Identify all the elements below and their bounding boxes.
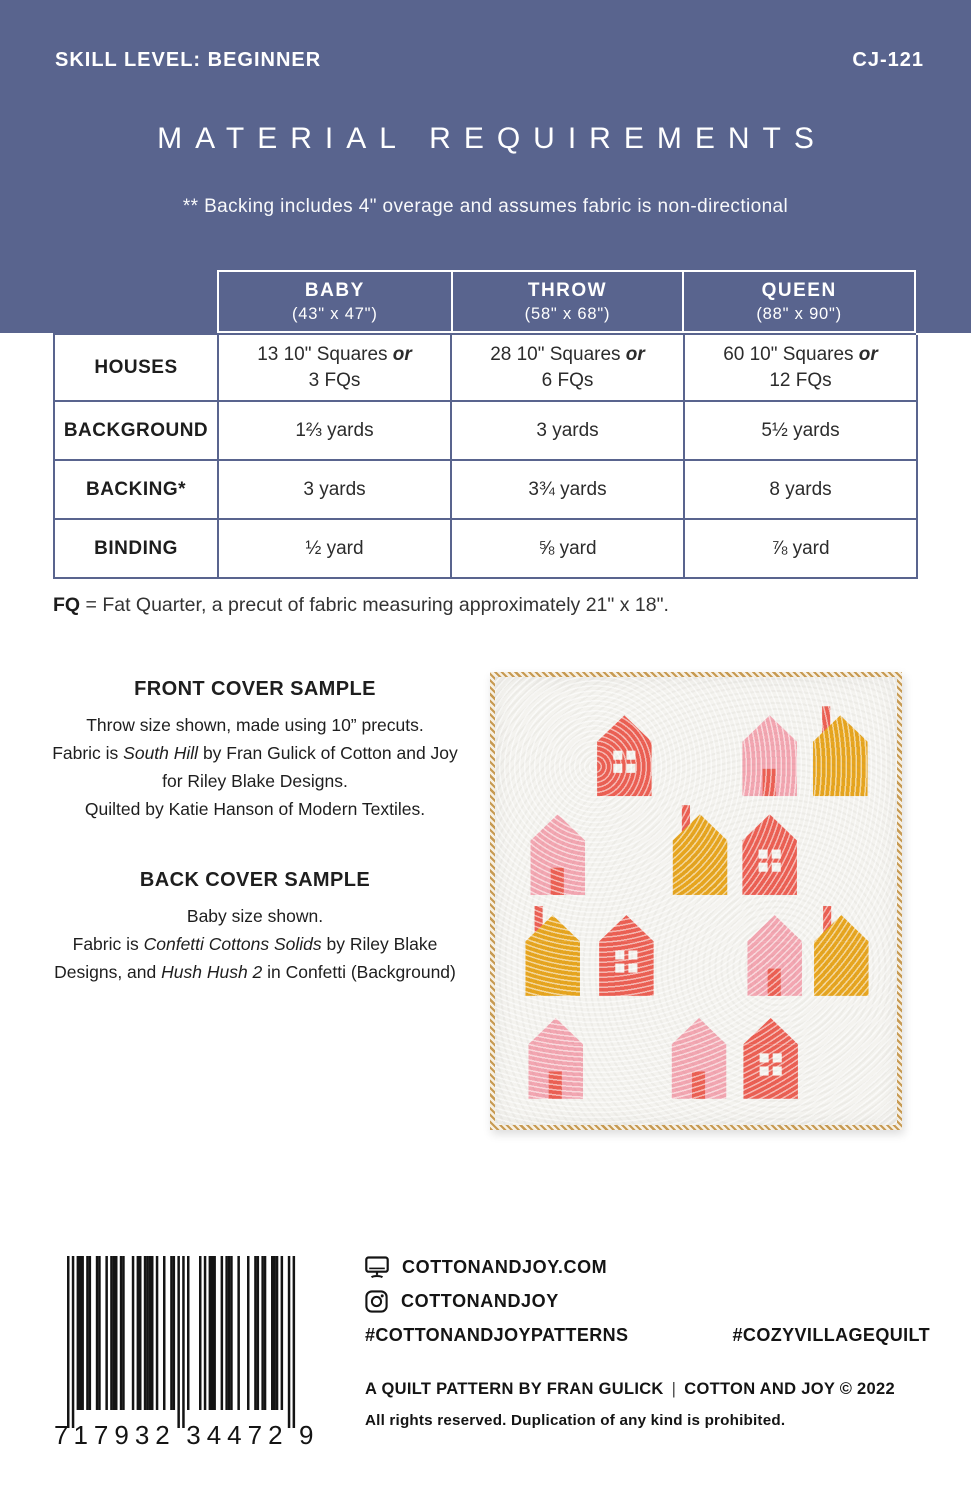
hashtag-patterns: #COTTONANDJOYPATTERNS: [365, 1325, 629, 1345]
hashtags-row: [365, 1325, 930, 1346]
svg-text:17932: 17932: [73, 1420, 176, 1450]
backing-note: ** Backing includes 4" overage and assumes fabric is non-directional: [182, 196, 789, 217]
sample-text-line: Designs, and Hush Hush 2 in Confetti (Background): [54, 962, 456, 982]
sample-text-line: Fabric is South Hill by Fran Gulick of Cotton and Joy: [52, 743, 458, 763]
svg-text:7: 7: [54, 1420, 69, 1450]
quilt-photo: [490, 672, 902, 1130]
material-requirements-table: [53, 333, 916, 579]
column-name: QUEEN: [761, 279, 837, 301]
cover-samples-text: [30, 676, 480, 986]
sample-text-line: for Riley Blake Designs.: [162, 771, 348, 791]
table-cell: ½ yard: [219, 520, 452, 579]
column-name: BABY: [304, 279, 365, 301]
column-size: (43" x 47"): [292, 304, 378, 323]
row-label-binding: BINDING: [55, 520, 219, 579]
instagram-icon: [365, 1290, 388, 1313]
credit-line: [365, 1380, 930, 1399]
footer-info: [365, 1252, 930, 1429]
fq-definition: [53, 594, 669, 617]
column-header-queen: [682, 272, 914, 331]
rights-line: All rights reserved. Duplication of any kind is prohibited.: [365, 1412, 786, 1429]
table-cell: 13 10" Squares or 3 FQs: [219, 335, 452, 402]
monitor-icon: [365, 1256, 389, 1279]
table-cell: 3 yards: [219, 461, 452, 520]
skill-level-label: SKILL LEVEL: BEGINNER: [55, 49, 322, 71]
sample-text-line: Fabric is Confetti Cottons Solids by Riley Blake: [72, 934, 438, 954]
quilt-fabric: [495, 677, 897, 1125]
pattern-code: CJ-121: [852, 49, 924, 71]
row-label-background: BACKGROUND: [55, 402, 219, 461]
table-cell: 8 yards: [685, 461, 918, 520]
instagram-row: [365, 1286, 930, 1316]
table-cell: 5½ yards: [685, 402, 918, 461]
credit-brand: COTTON AND JOY © 2022: [684, 1380, 895, 1398]
column-header-throw: [451, 272, 683, 331]
page-title: MATERIAL REQUIREMENTS: [157, 122, 827, 155]
back-cover-sample-heading: BACK COVER SAMPLE: [139, 869, 371, 891]
website-row: [365, 1252, 930, 1282]
website-text: COTTONANDJOY.COM: [402, 1256, 608, 1277]
barcode: [52, 1252, 320, 1452]
column-size: (88" x 90"): [756, 304, 842, 323]
credit-separator: |: [671, 1380, 677, 1398]
front-cover-sample-text: [30, 711, 480, 823]
front-cover-sample-heading: FRONT COVER SAMPLE: [134, 678, 376, 700]
table-cell: 3 yards: [452, 402, 685, 461]
table-cell: 1⅔ yards: [219, 402, 452, 461]
row-label-houses: HOUSES: [55, 335, 219, 402]
table-cell: ⅞ yard: [685, 520, 918, 579]
credit-author: A QUILT PATTERN BY FRAN GULICK: [365, 1380, 664, 1398]
size-table-header: [217, 270, 916, 333]
svg-text:9: 9: [299, 1420, 314, 1450]
hashtag-quilt: #COZYVILLAGEQUILT: [732, 1325, 930, 1345]
table-cell: 3¾ yards: [452, 461, 685, 520]
sample-text-line: Throw size shown, made using 10” precuts.: [86, 715, 424, 735]
svg-text:34472: 34472: [186, 1420, 289, 1450]
sample-text-line: Quilted by Katie Hanson of Modern Textiles.: [84, 799, 426, 819]
row-label-backing: BACKING*: [55, 461, 219, 520]
fq-text: = Fat Quarter, a precut of fabric measuring approximately 21" x 18".: [80, 594, 669, 616]
table-cell: 28 10" Squares or 6 FQs: [452, 335, 685, 402]
column-size: (58" x 68"): [524, 304, 611, 323]
instagram-handle: COTTONANDJOY: [401, 1290, 559, 1311]
table-cell: 60 10" Squares or 12 FQs: [685, 335, 918, 402]
fq-abbr: FQ: [53, 594, 81, 616]
quilt-houses-graphic: [495, 677, 897, 1125]
column-name: THROW: [527, 279, 608, 301]
sample-text-line: Baby size shown.: [186, 906, 324, 926]
column-header-baby: [219, 272, 451, 331]
back-cover-sample-text: [30, 902, 480, 986]
table-cell: ⅝ yard: [452, 520, 685, 579]
